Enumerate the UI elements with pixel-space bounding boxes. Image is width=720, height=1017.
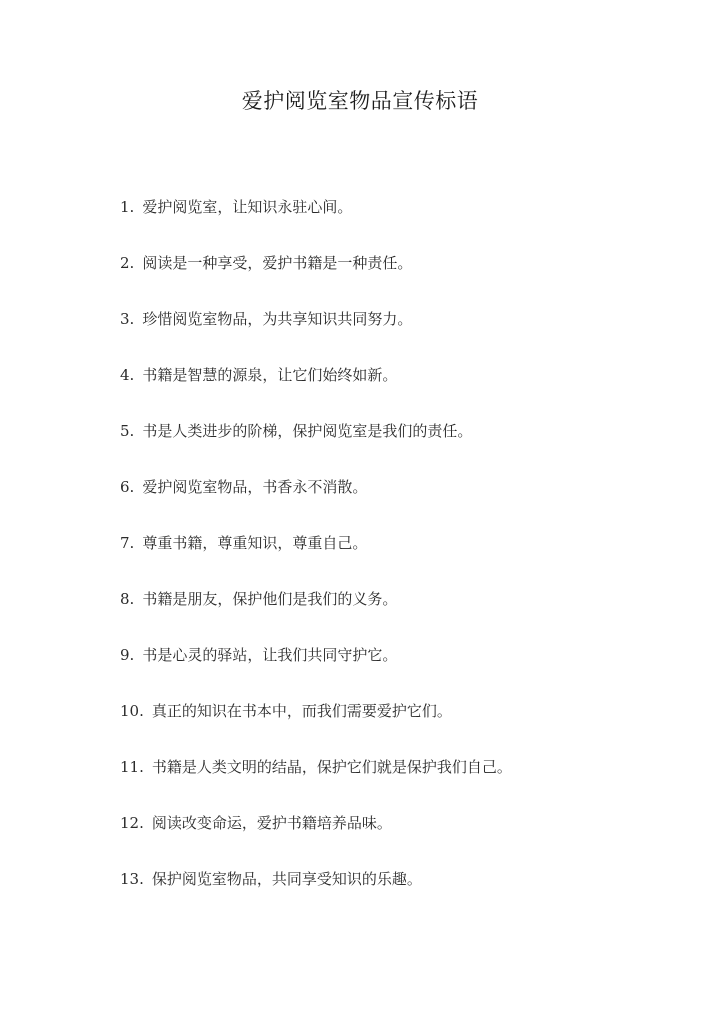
item-text: 尊重书籍，尊重知识，尊重自己。 [142,534,368,552]
item-number: 4. [120,366,135,384]
item-number: 11. [120,758,144,776]
list-item [120,304,680,360]
item-number: 9. [120,646,135,664]
list-item [120,808,680,864]
item-text: 阅读改变命运，爱护书籍培养品味。 [151,814,392,832]
list-item [120,528,680,584]
item-number: 5. [120,422,135,440]
item-text: 珍惜阅览室物品，为共享知识共同努力。 [142,310,413,328]
item-text: 爱护阅览室，让知识永驻心间。 [142,198,353,216]
list-item [120,640,680,696]
list-item [120,696,680,752]
item-number: 8. [120,590,135,608]
item-text: 书籍是人类文明的结晶，保护它们就是保护我们自己。 [151,758,512,776]
item-number: 2. [120,254,135,272]
item-number: 13. [120,870,144,888]
item-text: 书籍是朋友，保护他们是我们的义务。 [142,590,398,608]
item-text: 真正的知识在书本中，而我们需要爱护它们。 [151,702,452,720]
item-text: 书籍是智慧的源泉，让它们始终如新。 [142,366,398,384]
item-number: 3. [120,310,135,328]
slogan-list [120,192,680,920]
page-title: 爱护阅览室物品宣传标语 [241,89,479,113]
item-text: 阅读是一种享受，爱护书籍是一种责任。 [142,254,413,272]
item-text: 保护阅览室物品，共同享受知识的乐趣。 [151,870,422,888]
list-item [120,360,680,416]
item-number: 6. [120,478,135,496]
list-item [120,192,680,248]
item-number: 1. [120,198,135,216]
item-number: 7. [120,534,135,552]
list-item [120,248,680,304]
list-item [120,472,680,528]
list-item [120,752,680,808]
list-item [120,584,680,640]
list-item [120,864,680,920]
item-text: 书是人类进步的阶梯，保护阅览室是我们的责任。 [142,422,473,440]
list-item [120,416,680,472]
item-number: 12. [120,814,144,832]
item-text: 爱护阅览室物品，书香永不消散。 [142,478,368,496]
item-text: 书是心灵的驿站，让我们共同守护它。 [142,646,398,664]
item-number: 10. [120,702,144,720]
